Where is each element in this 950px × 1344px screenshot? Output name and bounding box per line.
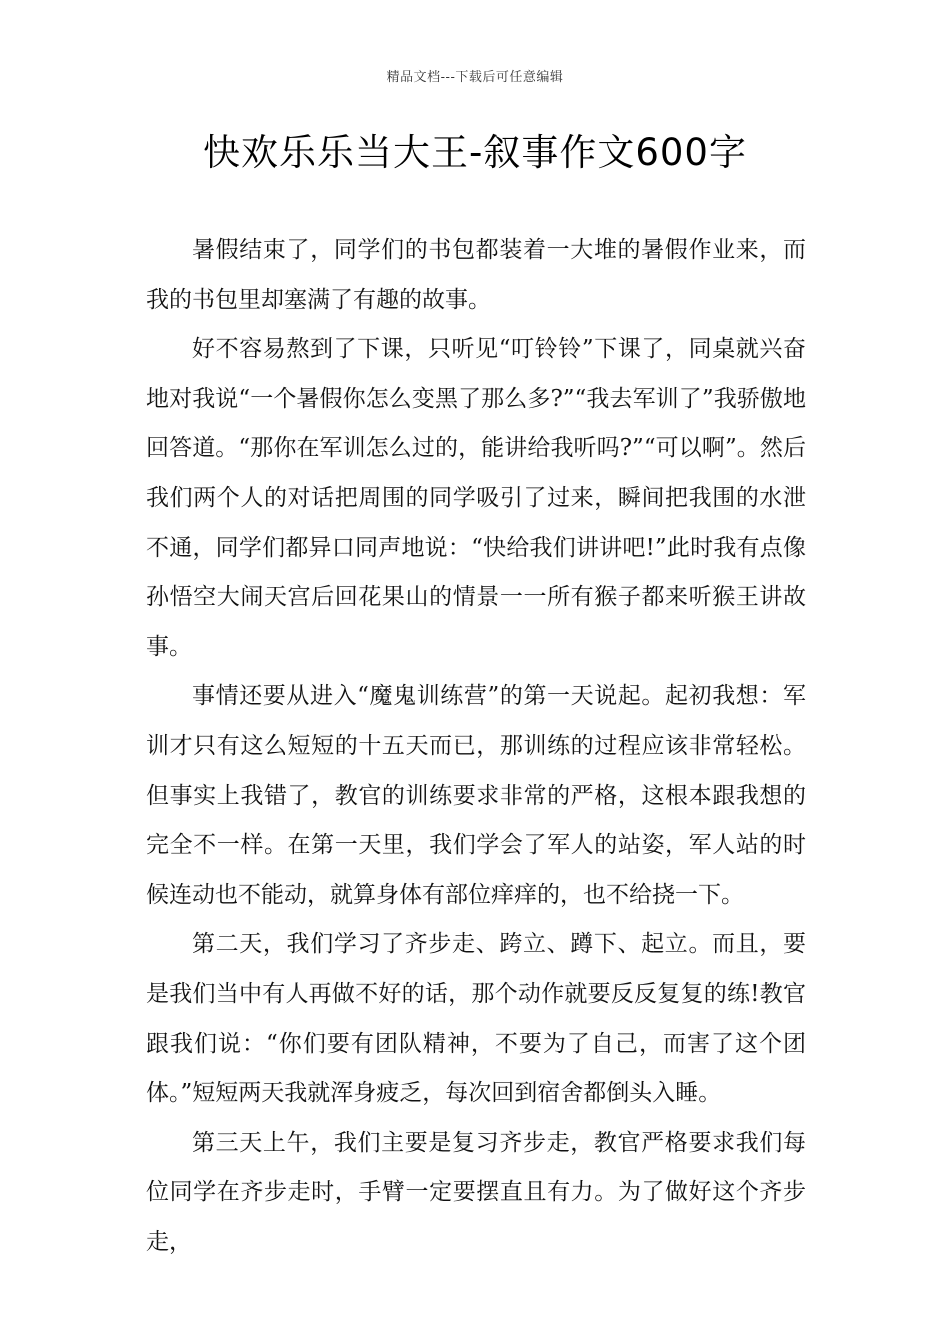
- document-title: 快欢乐乐当大王-叙事作文600字: [203, 131, 747, 174]
- paragraph-3: 事情还要从进入“魔鬼训练营”的第一天说起。起初我想：军训才只有这么短短的十五天而已，那训练的过程应该非常轻松。但事实上我错了，教官的训练要求非常的严格，这根本跟我想的完全不一样。在第一天里，我们学会了军人的站姿，军人站的时候连动也不能动，就算身体有部位痒痒的，也不给挠一下。: [146, 683, 806, 908]
- document-body: [146, 226, 806, 1267]
- header-note: 精品文档---下载后可任意编辑: [386, 70, 564, 85]
- paragraph-4: 第二天，我们学习了齐步走、跨立、蹲下、起立。而且，要是我们当中有人再做不好的话，那个动作就要反反复复的练!教官跟我们说：“你们要有团队精神，不要为了自己，而害了这个团体。”短短两天我就浑身疲乏，每次回到宿舍都倒头入睡。: [146, 931, 806, 1107]
- paragraph-5: 第三天上午，我们主要是复习齐步走，教官严格要求我们每位同学在齐步走时，手臂一定要摆直且有力。为了做好这个齐步走，: [146, 1129, 806, 1255]
- paragraph-2: 好不容易熬到了下课，只听见“叮铃铃”下课了，同桌就兴奋地对我说“一个暑假你怎么变黑了那么多?”“我去军训了”我骄傲地回答道。“那你在军训怎么过的，能讲给我听吗?”“可以啊”。然后我们两个人的对话把周围的同学吸引了过来，瞬间把我围的水泄不通，同学们都异口同声地说：“快给我们讲讲吧!”此时我有点像孙悟空大闹天宫后回花果山的情景一一所有猴子都来听猴王讲故事。: [146, 336, 806, 660]
- paragraph-1: 暑假结束了，同学们的书包都装着一大堆的暑假作业来，而我的书包里却塞满了有趣的故事。: [146, 237, 806, 313]
